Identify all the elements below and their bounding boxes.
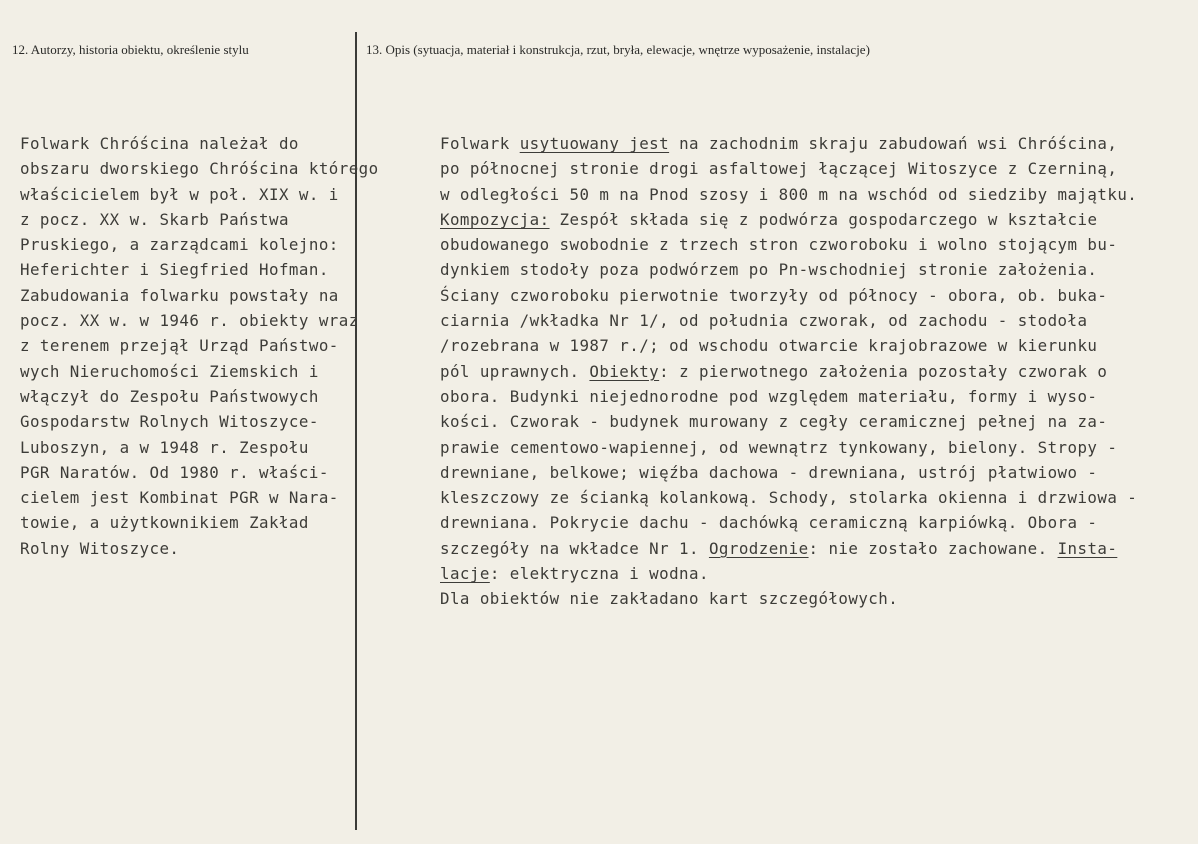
description-text-line (440, 561, 1137, 586)
description-text-line (440, 460, 1137, 485)
field-12-header: 12. Autorzy, historia obiektu, określenie stylu (12, 42, 249, 57)
text-segment: : nie zostało zachowane. (808, 538, 1058, 558)
history-text-line: z pocz. XX w. Skarb Państwa (20, 209, 289, 229)
text-segment: obudowanego swobodnie z trzech stron czworoboku i wolno stojącym bu- (440, 235, 1118, 255)
history-text-line: Rolny Witoszyce. (20, 538, 180, 558)
history-text-line: Heferichter i Siegfried Hofman. (20, 260, 329, 280)
underlined-heading: Ogrodzenie (708, 538, 809, 558)
text-segment: na zachodnim skraju zabudowań wsi Chróścina, (669, 134, 1118, 153)
history-text-line: z terenem przejął Urząd Państwo- (20, 336, 339, 356)
underlined-heading: Kompozycja: (440, 209, 550, 229)
description-text-line (440, 156, 1137, 181)
history-text-line: Pruskiego, a zarządcami kolejno: (20, 235, 339, 255)
text-segment: prawie cementowo-wapiennej, od wewnątrz tynkowany, bielony. Stropy - (440, 437, 1118, 457)
description-text-line (440, 257, 1137, 282)
history-text-line: Folwark Chróścina należał do (20, 134, 299, 153)
description-text-line (440, 283, 1137, 308)
text-segment: : elektryczna i wodna. (489, 564, 709, 584)
text-segment: Zespół składa się z podwórza gospodarczego w kształcie (549, 209, 1098, 229)
text-segment: kości. Czworak - budynek murowany z cegły ceramicznej pełnej na za- (440, 412, 1108, 432)
history-text-line: obszaru dworskiego Chróścina którego (20, 159, 379, 179)
description-text-line (440, 435, 1137, 460)
history-text-line: Zabudowania folwarku powstały na (20, 285, 339, 305)
history-text-line: Gospodarstw Rolnych Witoszyce- (20, 412, 319, 432)
underlined-heading: usytuowany jest (519, 134, 670, 153)
text-segment: Folwark (440, 134, 520, 153)
description-text-line (440, 207, 1137, 232)
underlined-heading: Obiekty (589, 361, 660, 381)
text-segment: ciarnia /wkładka Nr 1/, od południa czworak, od zachodu - stodoła (440, 311, 1088, 331)
underlined-heading: lacje (440, 564, 490, 584)
text-segment: Dla obiektów nie zakładano kart szczegółowych. (440, 589, 899, 609)
text-segment: w odległości 50 m na Pnod szosy i 800 m na wschód od siedziby majątku. (440, 184, 1138, 204)
description-text-line (440, 485, 1137, 510)
history-text-block (20, 131, 379, 561)
text-segment: : z pierwotnego założenia pozostały czworak o (659, 361, 1108, 381)
description-text-line (440, 232, 1137, 257)
history-text-line: cielem jest Kombinat PGR w Nara- (20, 488, 339, 508)
description-text-line (440, 333, 1137, 358)
description-text-line (440, 131, 1137, 156)
description-text-line (440, 359, 1137, 384)
text-segment: kleszczowy ze ścianką kolankową. Schody, stolarka okienna i drzwiowa - (440, 488, 1138, 508)
description-text-line (440, 409, 1137, 434)
text-segment: szczegóły na wkładce Nr 1. (440, 538, 709, 558)
history-text-line: Luboszyn, a w 1948 r. Zespołu (20, 437, 309, 457)
text-segment: drewniane, belkowe; więźba dachowa - drewniana, ustrój płatwiowo - (440, 462, 1098, 482)
description-text-line (440, 510, 1137, 535)
text-segment: drewniana. Pokrycie dachu - dachówką ceramiczną karpiówką. Obora - (440, 513, 1098, 533)
text-segment: Ściany czworoboku pierwotnie tworzyły od północy - obora, ob. buka- (440, 285, 1108, 305)
history-text-line: włączył do Zespołu Państwowych (20, 386, 319, 406)
field-13-header: 13. Opis (sytuacja, materiał i konstrukcja, rzut, bryła, elewacje, wnętrze wyposażenie, instalacje) (366, 42, 870, 57)
text-segment: po północnej stronie drogi asfaltowej łączącej Witoszyce z Czerniną, (440, 159, 1118, 179)
text-segment: dynkiem stodoły poza podwórzem po Pn-wschodniej stronie założenia. (440, 260, 1098, 280)
history-text-line: pocz. XX w. w 1946 r. obiekty wraz (20, 311, 359, 331)
description-text-line (440, 182, 1137, 207)
history-text-line: towie, a użytkownikiem Zakład (20, 513, 309, 533)
description-text-line (440, 308, 1137, 333)
description-text-line (440, 536, 1137, 561)
underlined-heading: Insta- (1057, 538, 1118, 558)
history-text-line: PGR Naratów. Od 1980 r. właści- (20, 462, 329, 482)
history-text-line: wych Nieruchomości Ziemskich i (20, 361, 319, 381)
text-segment: /rozebrana w 1987 r./; od wschodu otwarcie krajobrazowe w kierunku (440, 336, 1098, 356)
text-segment: obora. Budynki niejednorodne pod względem materiału, formy i wyso- (440, 386, 1098, 406)
description-text-line (440, 384, 1137, 409)
history-text-line: właścicielem był w poł. XIX w. i (20, 184, 339, 204)
description-text-line (440, 586, 1137, 611)
text-segment: pól uprawnych. (440, 361, 590, 381)
description-text-block (440, 131, 1137, 612)
